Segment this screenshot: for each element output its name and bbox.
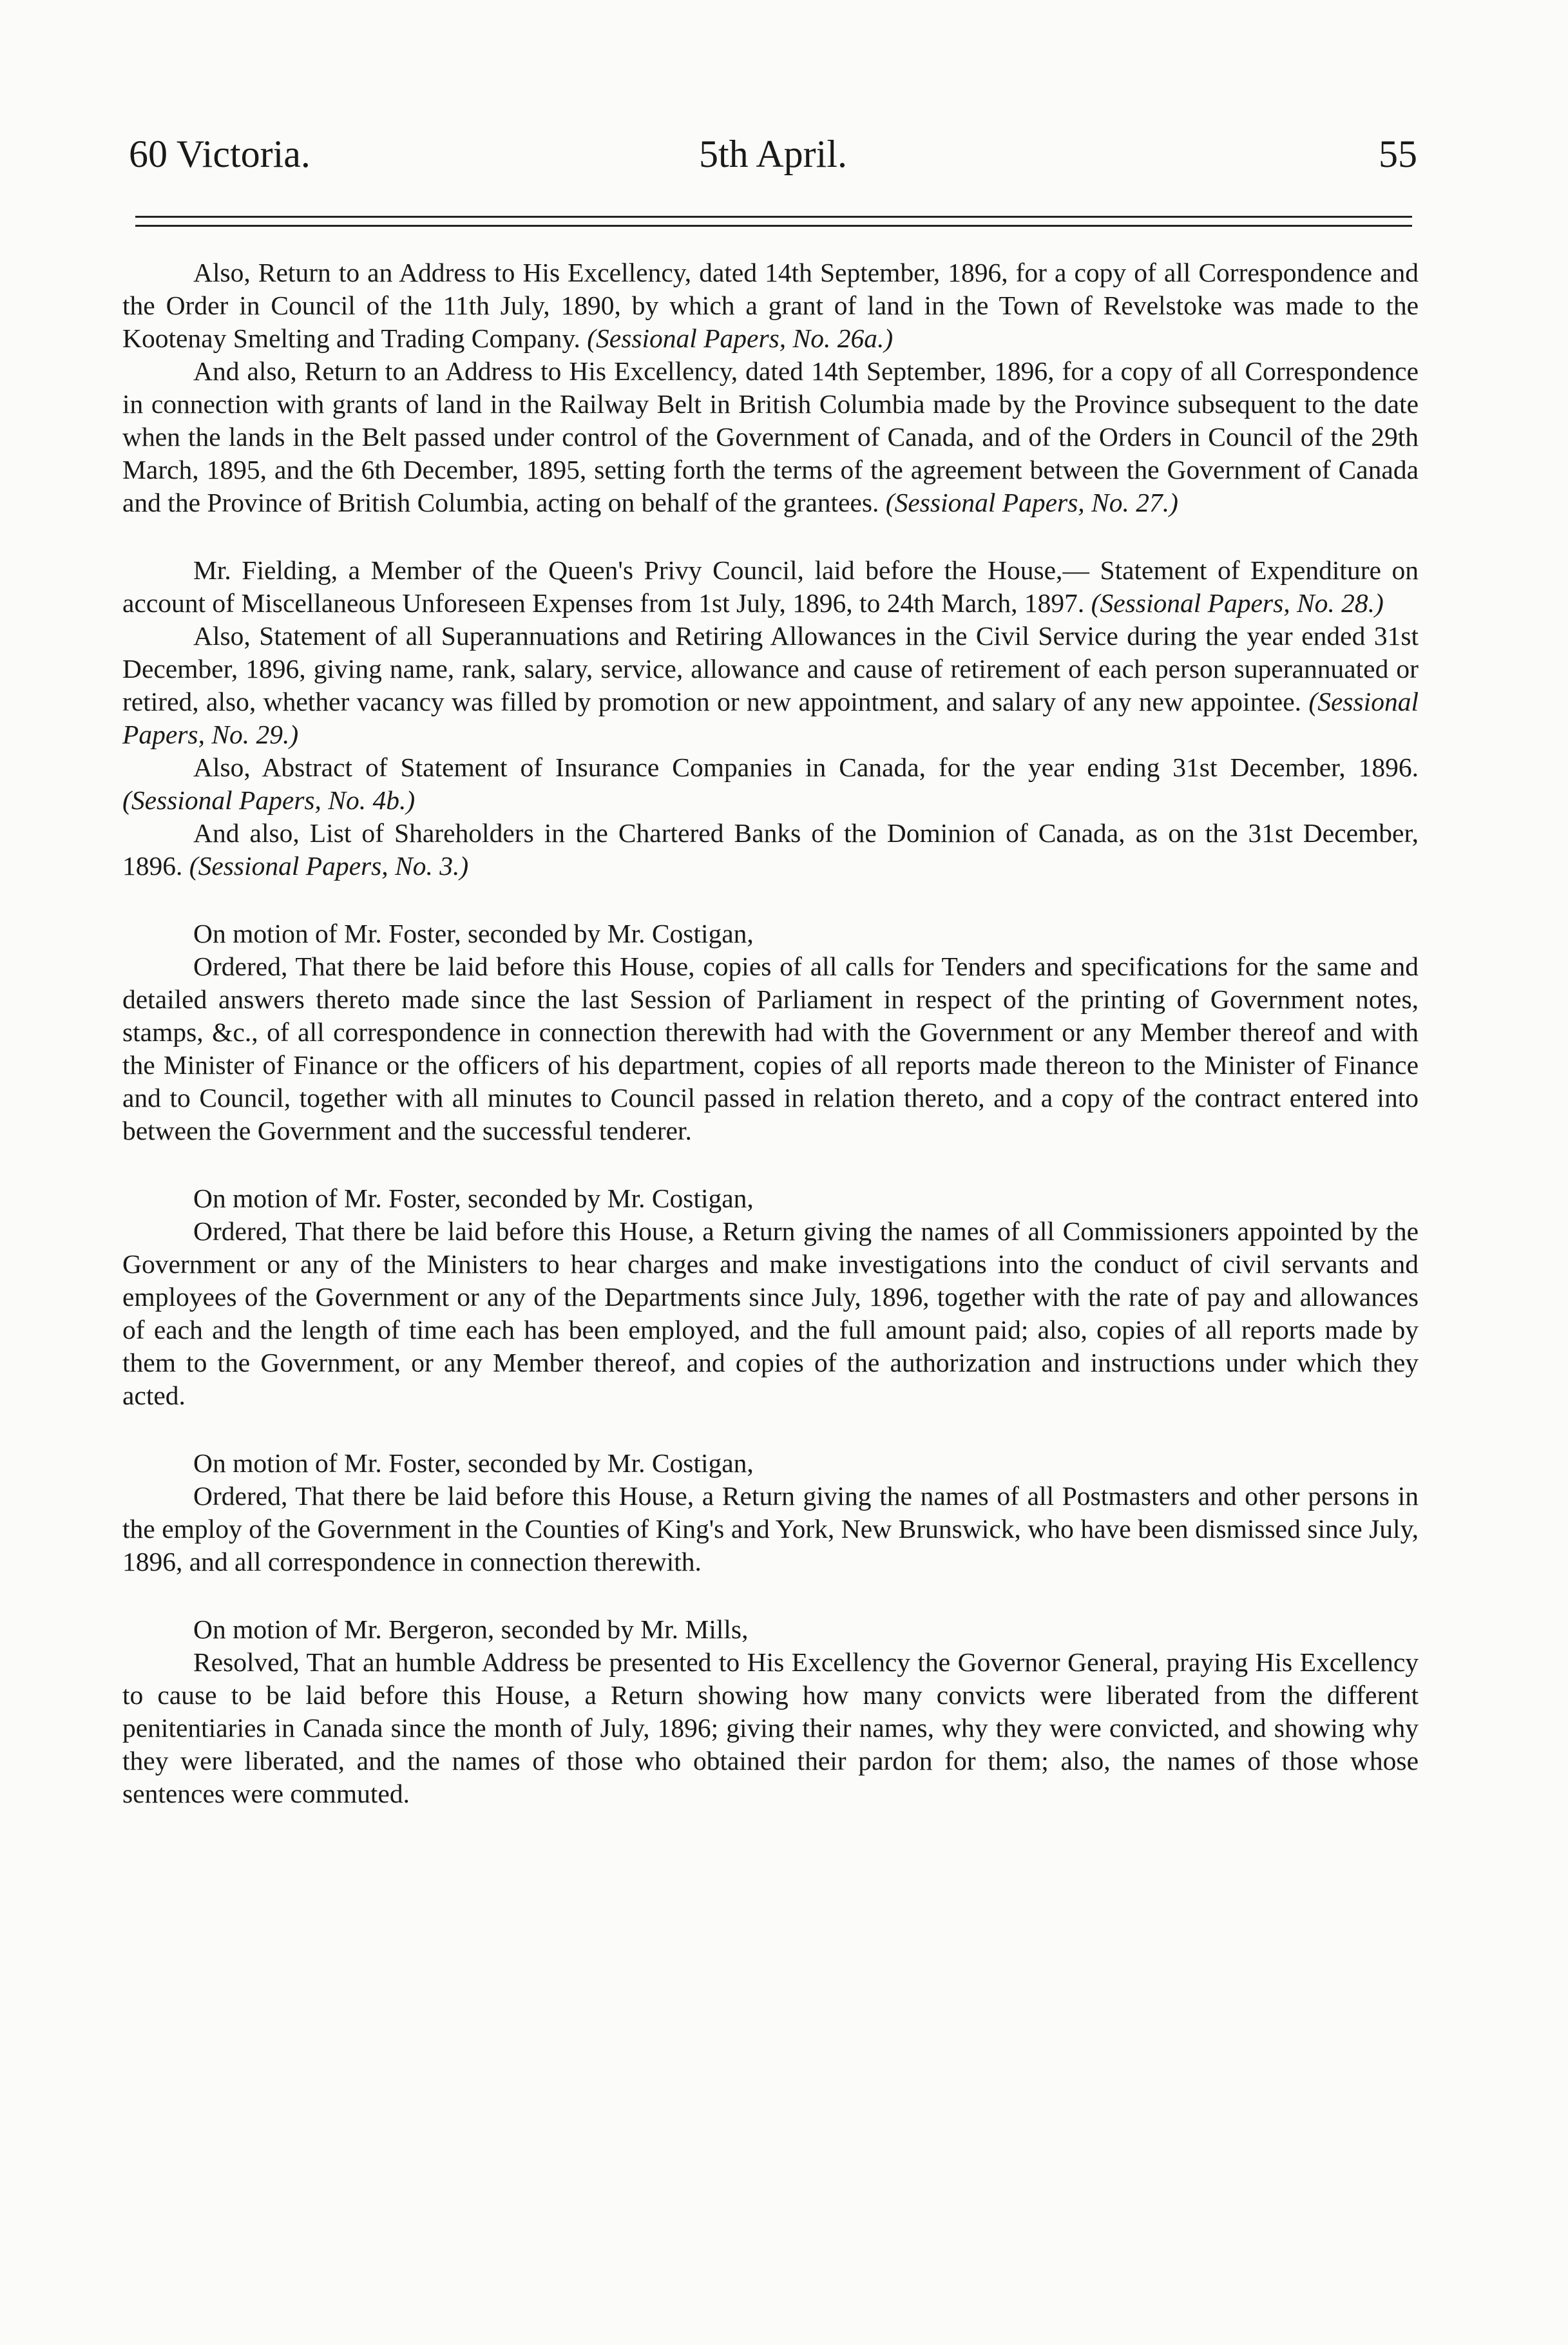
page-header [129, 132, 1417, 184]
paragraph: Also, Abstract of Statement of Insurance Companies in Canada, for the year ending 31st December, 1896. (Sessional Papers, No. 4b.) [122, 752, 1419, 815]
document-body [122, 256, 1419, 1810]
page-number: 55 [1379, 133, 1417, 175]
paragraph: Also, Return to an Address to His Excellency, dated 14th September, 1896, for a copy of all Correspondence and the Order in Council of the 11th July, 1890, by which a grant of land in the Town of Revelstoke was made to the Kootenay Smelting and Trading Company. (Sessional Papers, No. 26a.) [122, 258, 1419, 353]
header-session: 60 Victoria. [129, 133, 311, 175]
header-date: 5th April. [698, 133, 847, 175]
paragraph: Mr. Fielding, a Member of the Queen's Privy Council, laid before the House,— Statement of Expenditure on account of Miscellaneous Unforeseen Expenses from 1st July, 1896, to 24th March, 1897. (Sessional Papers, No. 28.) [122, 555, 1419, 618]
motion-line: On motion of Mr. Bergeron, seconded by Mr. Mills, [193, 1614, 749, 1644]
motion-line: On motion of Mr. Foster, seconded by Mr. Costigan, [193, 1183, 754, 1213]
paragraph: And also, Return to an Address to His Excellency, dated 14th September, 1896, for a copy of all Correspondence in connection with grants of land in the Railway Belt in British Columbia made by the Province subsequent to the date when the lands in the Belt passed under control of the Government of Canada, and of the Orders in Council of the 29th March, 1895, and the 6th December, 1895, setting forth the terms of the agreement between the Government of Canada and the Province of British Columbia, acting on behalf of the grantees. (Sessional Papers, No. 27.) [122, 356, 1419, 517]
paragraph: And also, List of Shareholders in the Chartered Banks of the Dominion of Canada, as on the 31st December, 1896. (Sessional Papers, No. 3.) [122, 818, 1419, 881]
sessional-ref: (Sessional Papers, No. 27.) [885, 488, 1178, 517]
paragraph: Also, Statement of all Superannuations and Retiring Allowances in the Civil Service during the year ended 31st December, 1896, giving name, rank, salary, service, allowance and cause of retirement of each person superannuated or retired, also, whether vacancy was filled by promotion or new appointment, and salary of any new appointee. (Sessional Papers, No. 29.) [122, 621, 1419, 749]
paragraph: Ordered, That there be laid before this House, a Return giving the names of all Postmasters and other persons in the employ of the Government in the Counties of King's and York, New Brunswick, who have been dismissed since July, 1896, and all correspondence in connection therewith. [122, 1481, 1419, 1576]
sessional-ref: (Sessional Papers, No. 26a.) [587, 323, 894, 353]
sessional-ref: (Sessional Papers, No. 28.) [1091, 588, 1384, 618]
header-rule-top [135, 216, 1412, 218]
sessional-ref: (Sessional Papers, No. 3.) [189, 851, 469, 881]
header-rule-bottom [135, 225, 1412, 227]
sessional-ref: (Sessional Papers, No. 29.) [122, 687, 1419, 749]
motion-line: On motion of Mr. Foster, seconded by Mr. Costigan, [193, 919, 754, 948]
paragraph: Resolved, That an humble Address be presented to His Excellency the Governor General, praying His Excellency to cause to be laid before this House, a Return showing how many convicts were liberated from the different penitentiaries in Canada since the month of July, 1896; giving their names, why they were convicted, and showing why they were liberated, and the names of those who obtained their pardon for them; also, the names of those whose sentences were commuted. [122, 1647, 1419, 1808]
motion-line: On motion of Mr. Foster, seconded by Mr. Costigan, [193, 1448, 754, 1478]
sessional-ref: (Sessional Papers, No. 4b.) [122, 785, 416, 815]
paragraph: Ordered, That there be laid before this House, copies of all calls for Tenders and specifications for the same and detailed answers thereto made since the last Session of Parliament in respect of the printing of Government notes, stamps, &c., of all correspondence in connection therewith had with the Government or any Member thereof and with the Minister of Finance or the officers of his department, copies of all reports made thereon to the Minister of Finance and to Council, together with all minutes to Council passed in relation thereto, and a copy of the contract entered into between the Government and the successful tenderer. [122, 952, 1419, 1145]
paragraph: Ordered, That there be laid before this House, a Return giving the names of all Commissioners appointed by the Government or any of the Ministers to hear charges and make investigations into the conduct of civil servants and employees of the Government or any of the Departments since July, 1896, together with the rate of pay and allowances of each and the length of time each has been employed, and the full amount paid; also, copies of all reports made by them to the Government, or any Member thereof, and copies of the authorization and instructions under which they acted. [122, 1216, 1419, 1410]
